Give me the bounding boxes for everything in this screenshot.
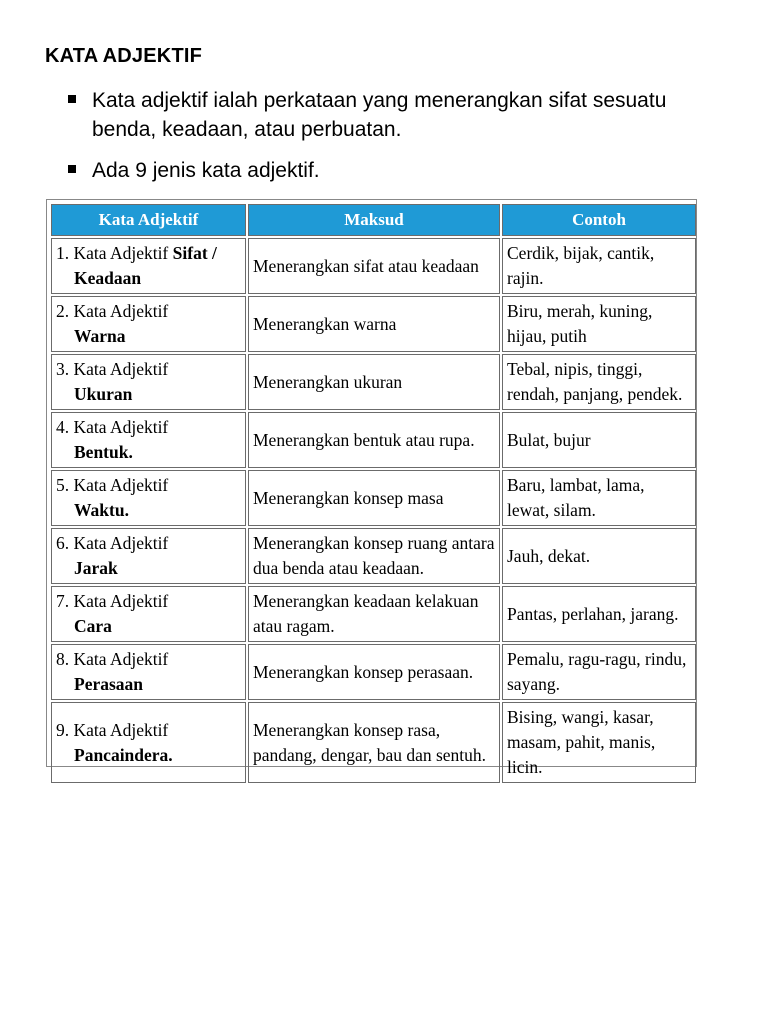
- cell-kata-adjektif: [51, 702, 246, 783]
- table-row: [51, 644, 696, 700]
- cell-maksud: Menerangkan ukuran: [248, 354, 500, 410]
- cell-kata-adjektif: [51, 238, 246, 294]
- table-row: [51, 528, 696, 584]
- bullet-item: [68, 86, 708, 144]
- bullet-text: Ada 9 jenis kata adjektif.: [92, 159, 320, 182]
- cell-kata-adjektif: [51, 586, 246, 642]
- cell-maksud: Menerangkan konsep perasaan.: [248, 644, 500, 700]
- cell-maksud: Menerangkan konsep rasa, pandang, dengar, bau dan sentuh.: [248, 702, 500, 783]
- page-title: KATA ADJEKTIF: [45, 45, 203, 67]
- cell-contoh: Biru, merah, kuning, hijau, putih: [502, 296, 696, 352]
- adjective-type-name: Perasaan: [74, 674, 144, 694]
- cell-contoh: Cerdik, bijak, cantik, rajin.: [502, 238, 696, 294]
- table-row: [51, 586, 696, 642]
- adjective-type-number: 3. Kata Adjektif: [56, 359, 169, 379]
- adjective-type-name: Keadaan: [74, 268, 142, 288]
- adjective-type-number: 1. Kata Adjektif: [56, 243, 169, 263]
- cell-maksud: Menerangkan sifat atau keadaan: [248, 238, 500, 294]
- cell-kata-adjektif: [51, 470, 246, 526]
- adjective-table: [46, 199, 697, 777]
- cell-contoh: Pantas, perlahan, jarang.: [502, 586, 696, 642]
- bullet-item: [68, 156, 708, 185]
- adjective-type-name: Bentuk.: [74, 442, 133, 462]
- adjective-type-name: Pancaindera.: [74, 744, 173, 765]
- square-bullet-icon: [68, 165, 76, 173]
- adjective-type-name: Cara: [74, 616, 112, 636]
- table-row: [51, 470, 696, 526]
- adjective-type-name: Jarak: [74, 558, 118, 578]
- cell-maksud: Menerangkan konsep masa: [248, 470, 500, 526]
- header-kata-adjektif: Kata Adjektif: [51, 204, 246, 236]
- cell-contoh: Baru, lambat, lama, lewat, silam.: [502, 470, 696, 526]
- adjective-type-number: 9. Kata Adjektif: [56, 719, 169, 740]
- adjective-type-number: 6. Kata Adjektif: [56, 533, 169, 553]
- cell-kata-adjektif: [51, 296, 246, 352]
- table-row: [51, 412, 696, 468]
- adjective-type-name: Warna: [74, 326, 126, 346]
- table-row: [51, 354, 696, 410]
- adjective-type-number: 5. Kata Adjektif: [56, 475, 169, 495]
- cell-maksud: Menerangkan bentuk atau rupa.: [248, 412, 500, 468]
- cell-kata-adjektif: [51, 528, 246, 584]
- cell-maksud: Menerangkan keadaan kelakuan atau ragam.: [248, 586, 500, 642]
- header-maksud: Maksud: [248, 204, 500, 236]
- cell-kata-adjektif: [51, 412, 246, 468]
- adjective-type-name: Ukuran: [74, 384, 133, 404]
- table-header-row: [51, 204, 696, 236]
- cell-kata-adjektif: [51, 354, 246, 410]
- header-contoh: Contoh: [502, 204, 696, 236]
- adjective-type-number: 7. Kata Adjektif: [56, 591, 169, 611]
- cell-contoh: Bising, wangi, kasar, masam, pahit, manis, licin.: [502, 702, 696, 783]
- adjective-type-number: 8. Kata Adjektif: [56, 649, 169, 669]
- table-row: [51, 296, 696, 352]
- bullet-text: Kata adjektif ialah perkataan yang menerangkan sifat sesuatu benda, keadaan, atau perbuatan.: [92, 89, 667, 141]
- adjective-type-number: 4. Kata Adjektif: [56, 417, 169, 437]
- square-bullet-icon: [68, 95, 76, 103]
- table-row: [51, 238, 696, 294]
- cell-contoh: Bulat, bujur: [502, 412, 696, 468]
- cell-maksud: Menerangkan konsep ruang antara dua benda atau keadaan.: [248, 528, 500, 584]
- cell-kata-adjektif: [51, 644, 246, 700]
- cell-contoh: Tebal, nipis, tinggi, rendah, panjang, pendek.: [502, 354, 696, 410]
- adjective-type-number: 2. Kata Adjektif: [56, 301, 169, 321]
- cell-maksud: Menerangkan warna: [248, 296, 500, 352]
- adjective-type-name-part: Sifat /: [172, 243, 217, 263]
- bullet-list: [68, 86, 708, 197]
- cell-contoh: Pemalu, ragu-ragu, rindu, sayang.: [502, 644, 696, 700]
- cell-contoh: Jauh, dekat.: [502, 528, 696, 584]
- table-row: [51, 702, 696, 783]
- adjective-type-name: Waktu.: [74, 500, 129, 520]
